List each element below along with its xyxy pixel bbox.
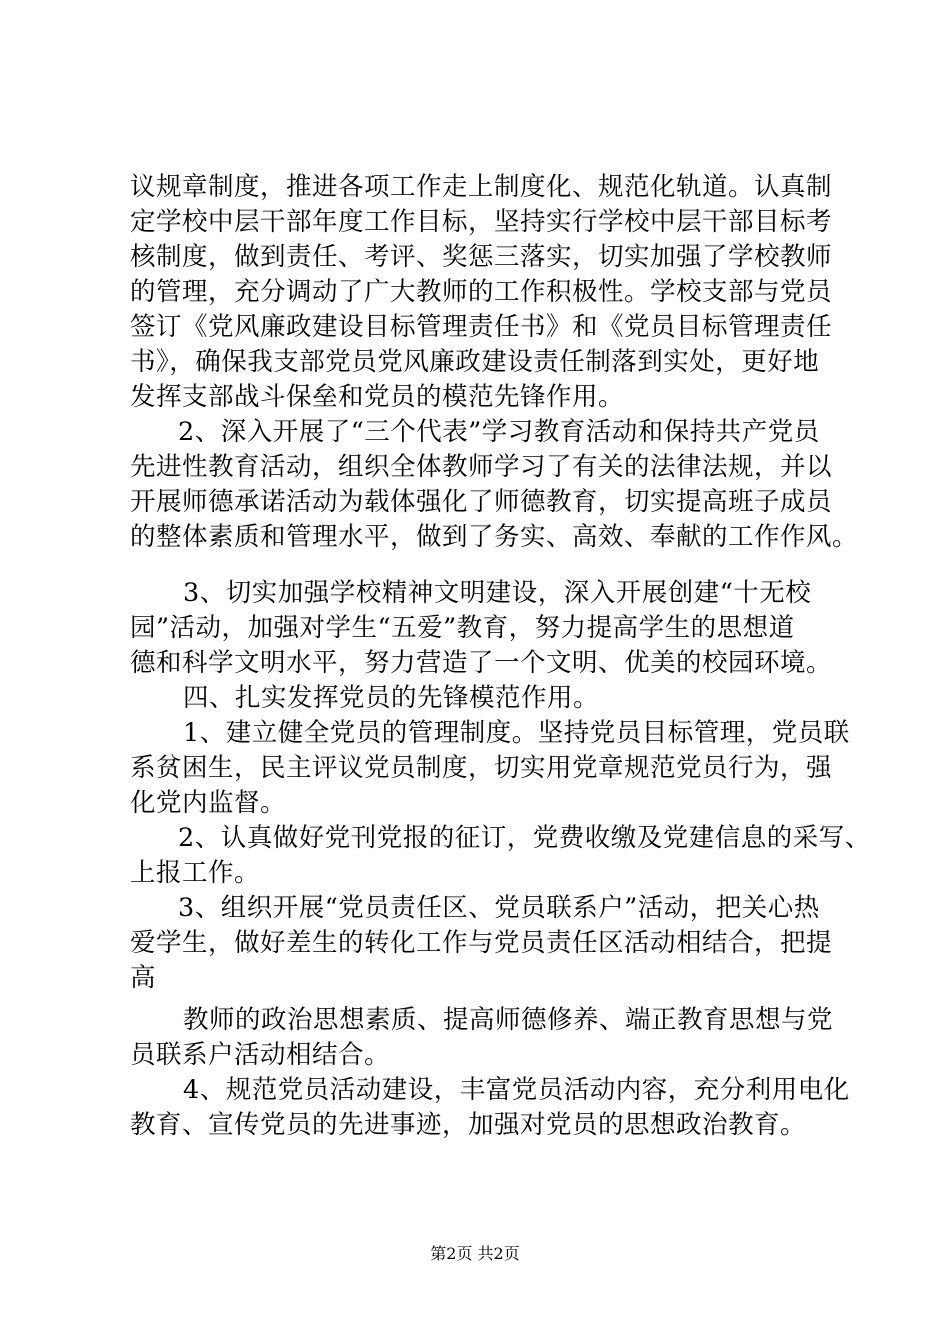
body-line: 先进性教育活动，组织全体教师学习了有关的法律法规，并以 [130,452,833,482]
body-line: 书》，确保我支部党员党风廉政建设责任制落到实处，更好地 [130,347,820,377]
section-heading: 四、扎实发挥党员的先锋模范作用。 [183,683,600,713]
paragraph-start-line: 4、规范党员活动建设，丰富党员活动内容，充分利用电化 [183,1075,850,1105]
paragraph-start-line: 3、切实加强学校精神文明建设，深入开展创建“十无校 [183,578,812,608]
body-line: 教育、宣传党员的先进事迹，加强对党员的思想政治教育。 [130,1110,807,1140]
body-line: 定学校中层干部年度工作目标，坚持实行学校中层干部目标考 [130,207,833,237]
body-line: 园”活动，加强对学生“五爱”教育，努力提高学生的思想道 [130,613,795,643]
body-line: 上报工作。 [130,858,261,888]
body-line: 核制度，做到责任、考评、奖惩三落实，切实加强了学校教师 [130,242,833,272]
body-line: 议规章制度，推进各项工作走上制度化、规范化轨道。认真制 [130,172,833,202]
body-line: 爱学生，做好差生的转化工作与党员责任区活动相结合，把提 [130,928,833,958]
paragraph-start-line: 3、组织开展“党员责任区、党员联系户”活动，把关心热 [178,893,820,923]
body-line: 开展师德承诺活动为载体强化了师德教育，切实提高班子成员 [130,487,833,517]
paragraph-start-line: 教师的政治思想素质、提高师德修养、端正教育思想与党 [183,1005,834,1035]
body-line: 的管理，充分调动了广大教师的工作积极性。学校支部与党员 [130,277,833,307]
page-footer: 第2页 共2页 [430,1244,520,1263]
body-line: 的整体素质和管理水平，做到了务实、高效、奉献的工作作风。 [130,522,859,552]
body-line: 德和科学文明水平，努力营造了一个文明、优美的校园环境。 [130,648,833,678]
body-line: 发挥支部战斗保垒和党员的模范先锋作用。 [130,382,625,412]
paragraph-start-line: 1、建立健全党员的管理制度。坚持党员目标管理，党员联 [183,718,850,748]
body-line: 系贫困生，民主评议党员制度，切实用党章规范党员行为，强 [130,753,833,783]
body-line: 高 [130,963,157,993]
body-line: 员联系户活动相结合。 [130,1040,391,1070]
body-line: 化党内监督。 [130,788,287,818]
paragraph-start-line: 2、深入开展了“三个代表”学习教育活动和保持共产党员 [178,417,820,447]
body-line: 签订《党风廉政建设目标管理责任书》和《党员目标管理责任 [130,312,833,342]
paragraph-start-line: 2、认真做好党刊党报的征订，党费收缴及党建信息的采写、 [178,823,871,853]
